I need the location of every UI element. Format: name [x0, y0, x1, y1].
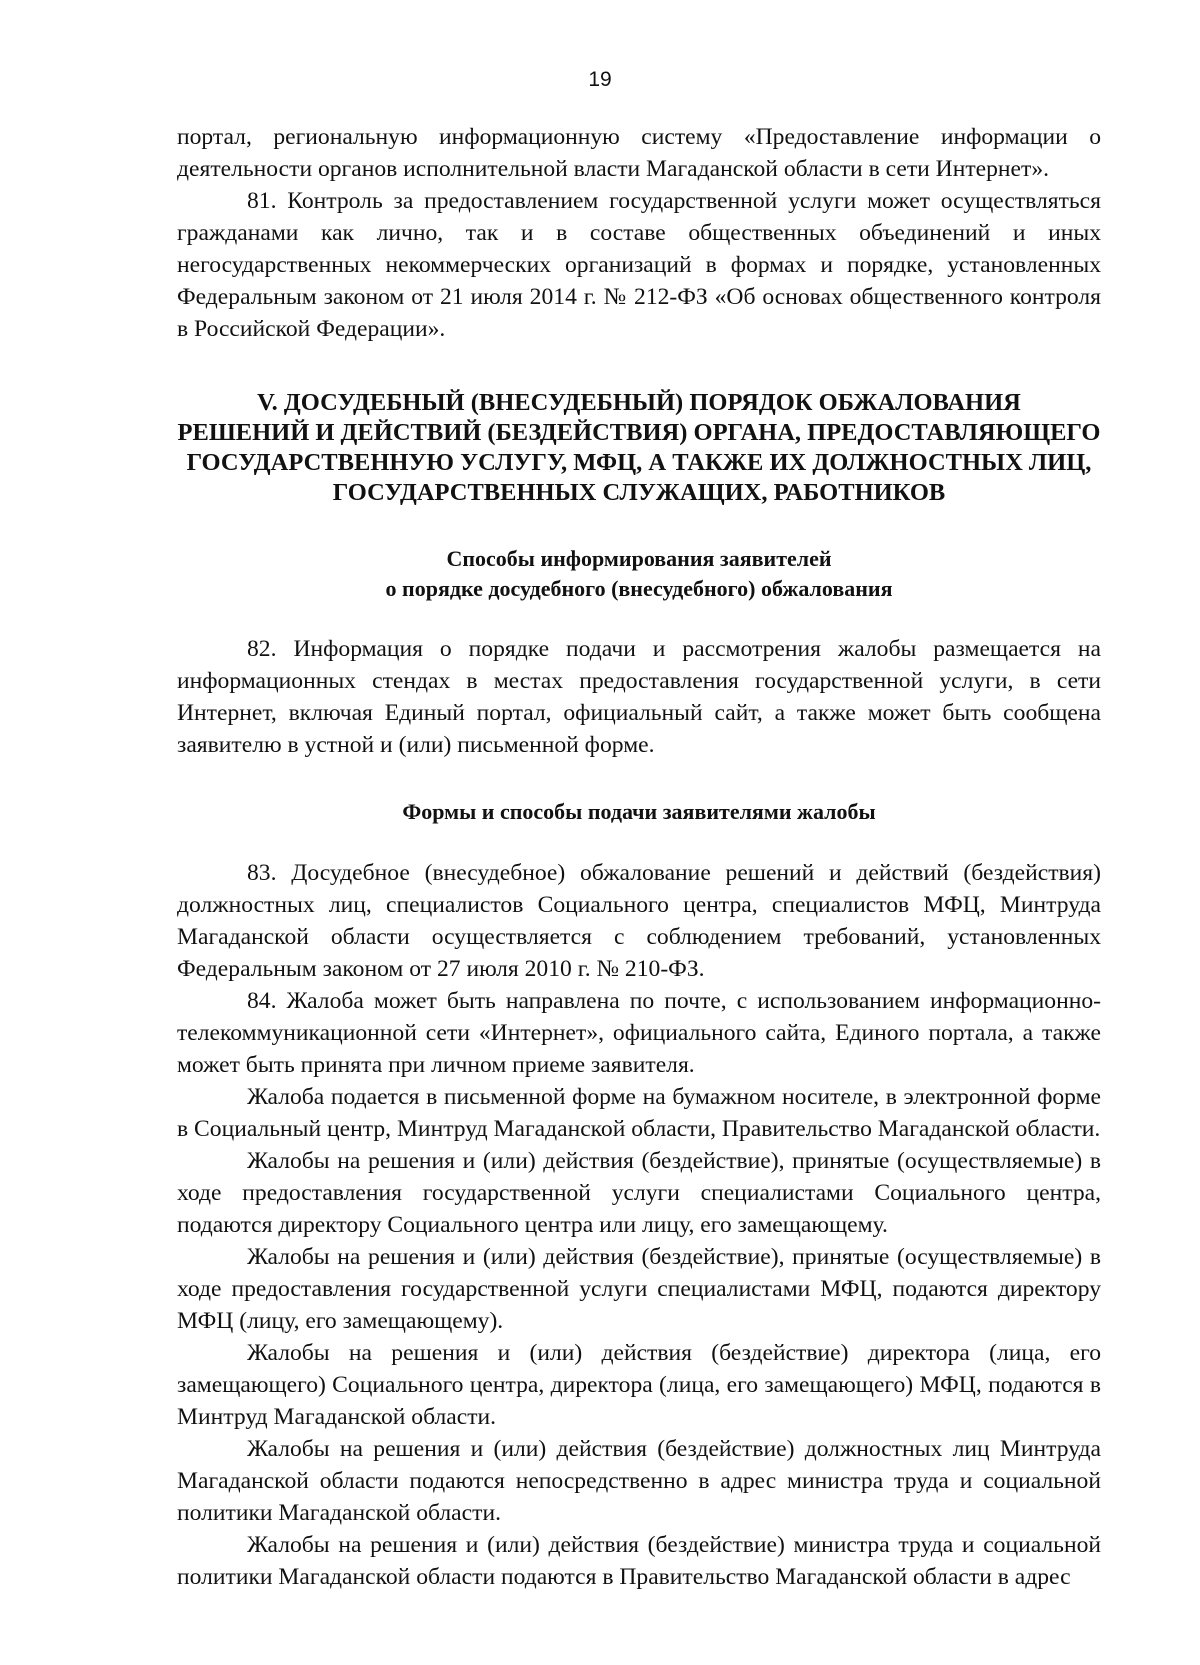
subheading-line: о порядке досудебного (внесудебного) обжалования — [385, 576, 893, 601]
paragraph-82: 82. Информация о порядке подачи и рассмотрения жалобы размещается на информационных стендах в местах предоставления государственной услуги, в сети Интернет, включая Единый портал, официальный сайт, а также может быть сообщена заявителю в устной и (или) письменной форме. — [177, 636, 1101, 758]
paragraph-complaint-forms: Жалоба подается в письменной форме на бумажном носителе, в электронной форме в Социальный центр, Минтруд Магаданской области, Правительство Магаданской области. — [177, 1084, 1101, 1142]
paragraph-social-center-complaints: Жалобы на решения и (или) действия (бездействие), принятые (осуществляемые) в ходе предоставления государственной услуги специалистами Социального центра, подаются директору Социального центра или лицу, его замещающему. — [177, 1148, 1101, 1238]
paragraph-81: 81. Контроль за предоставлением государственной услуги может осуществляться гражданами как лично, так и в составе общественных объединений и иных негосударственных некоммерческих организаций в формах и порядке, установленных Федеральным законом от 21 июля 2014 г. № 212-ФЗ «Об основах общественного контроля в Российской Федерации». — [177, 188, 1101, 342]
section-heading-line: ГОСУДАРСТВЕННУЮ УСЛУГУ, МФЦ, А ТАКЖЕ ИХ ДОЛЖНОСТНЫХ ЛИЦ, — [186, 449, 1092, 476]
paragraph-minister-complaints: Жалобы на решения и (или) действия (бездействие) министра труда и социальной политики Магаданской области подаются в Правительство Магаданской области в адрес — [177, 1532, 1101, 1590]
paragraph-director-complaints: Жалобы на решения и (или) действия (бездействие) директора (лица, его замещающего) Социального центра, директора (лица, его замещающего) МФЦ, подаются в Минтруд Магаданской области. — [177, 1340, 1101, 1430]
subheading-informing-applicants — [177, 544, 1101, 604]
section-heading-line: V. ДОСУДЕБНЫЙ (ВНЕСУДЕБНЫЙ) ПОРЯДОК ОБЖАЛОВАНИЯ — [257, 389, 1021, 416]
paragraph-ministry-official-complaints: Жалобы на решения и (или) действия (бездействие) должностных лиц Минтруда Магаданской области подаются непосредственно в адрес министра труда и социальной политики Магаданской области. — [177, 1436, 1101, 1526]
section-v-heading — [177, 388, 1101, 508]
continuation-paragraph: портал, региональную информационную систему «Предоставление информации о деятельности органов исполнительной власти Магаданской области в сети Интернет». — [177, 124, 1101, 182]
subheading-line: Способы информирования заявителей — [446, 546, 832, 571]
paragraph-84: 84. Жалоба может быть направлена по почте, с использованием информационно-телекоммуникационной сети «Интернет», официального сайта, Единого портала, а также может быть принята при личном приеме заявителя. — [177, 988, 1101, 1078]
section-heading-line: ГОСУДАРСТВЕННЫХ СЛУЖАЩИХ, РАБОТНИКОВ — [332, 479, 946, 506]
page-number: 19 — [588, 68, 612, 91]
paragraph-mfc-complaints: Жалобы на решения и (или) действия (бездействие), принятые (осуществляемые) в ходе предоставления государственной услуги специалистами МФЦ, подаются директору МФЦ (лицу, его замещающему). — [177, 1244, 1101, 1334]
subheading-complaint-forms: Формы и способы подачи заявителями жалобы — [402, 799, 876, 824]
page-body — [177, 121, 1101, 1593]
section-heading-line: РЕШЕНИЙ И ДЕЙСТВИЙ (БЕЗДЕЙСТВИЯ) ОРГАНА, ПРЕДОСТАВЛЯЮЩЕГО — [177, 419, 1101, 446]
paragraph-83: 83. Досудебное (внесудебное) обжалование решений и действий (бездействия) должностных лиц, специалистов Социального центра, специалистов МФЦ, Минтруда Магаданской области осуществляется с соблюдением требований, установленных Федеральным законом от 27 июля 2010 г. № 210-ФЗ. — [177, 860, 1101, 982]
